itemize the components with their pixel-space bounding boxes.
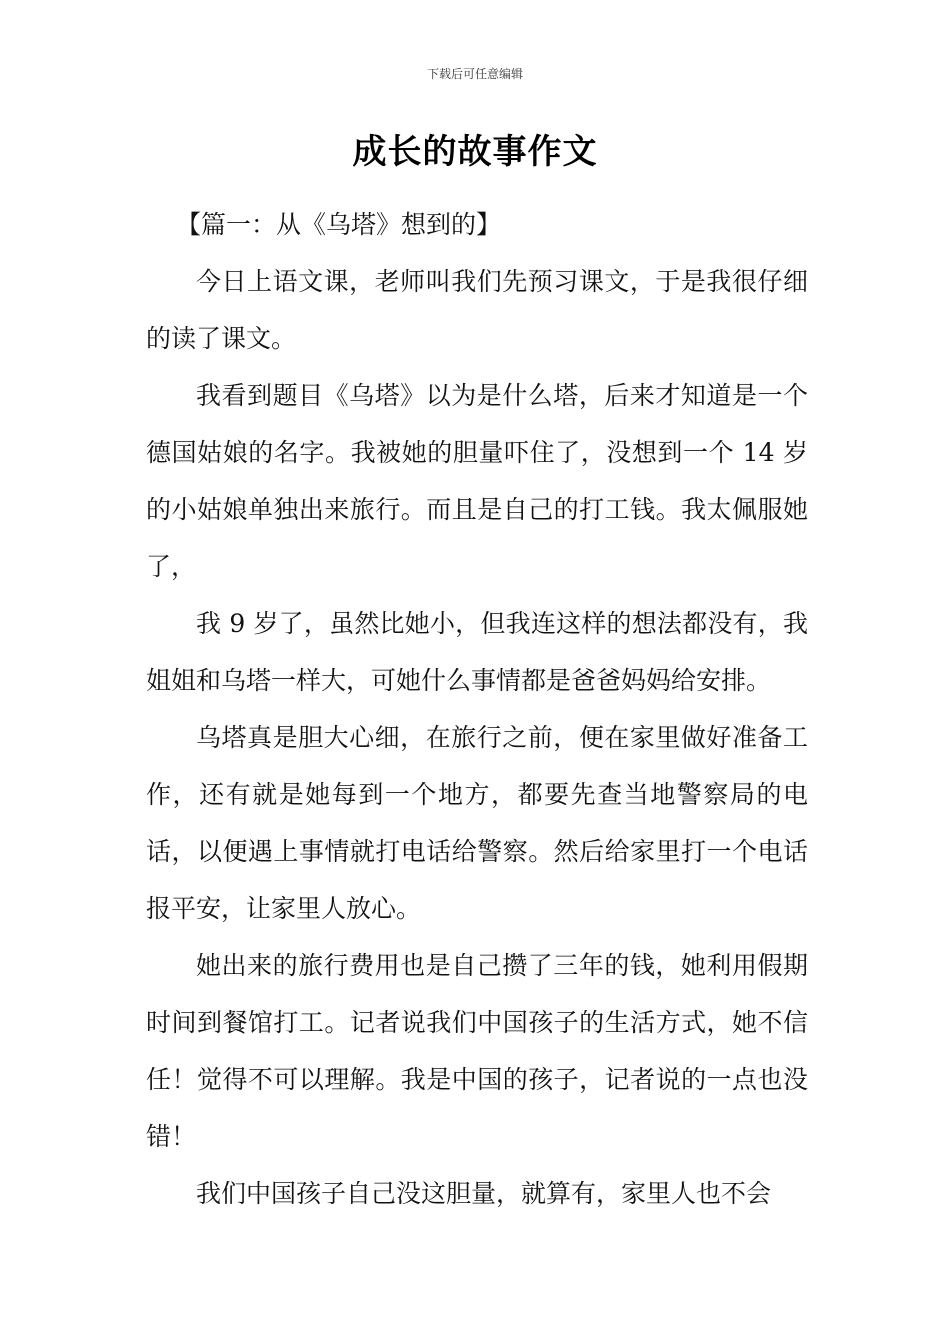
document-body [146, 196, 808, 1222]
document-title: 成长的故事作文 [352, 132, 598, 172]
paragraph: 乌塔真是胆大心细，在旅行之前，便在家里做好准备工作，还有就是她每到一个地方，都要先查当地警察局的电话，以便遇上事情就打电话给警察。然后给家里打一个电话报平安，让家里人放心。 [146, 723, 808, 923]
paragraph: 我看到题目《乌塔》以为是什么塔，后来才知道是一个德国姑娘的名字。我被她的胆量吓住了，没想到一个 14 岁的小姑娘单独出来旅行。而且是自己的打工钱。我太佩服她了， [146, 381, 808, 581]
section-heading: 【篇一：从《乌塔》想到的】 [176, 210, 502, 239]
paragraph: 今日上语文课，老师叫我们先预习课文，于是我很仔细的读了课文。 [146, 267, 808, 353]
paragraph: 我 9 岁了，虽然比她小，但我连这样的想法都没有，我姐姐和乌塔一样大，可她什么事情都是爸爸妈妈给安排。 [146, 609, 808, 695]
paragraph: 她出来的旅行费用也是自己攒了三年的钱，她利用假期时间到餐馆打工。记者说我们中国孩子的生活方式，她不信任！觉得不可以理解。我是中国的孩子，记者说的一点也没错！ [146, 951, 808, 1151]
header-note: 下载后可任意编辑 [426, 67, 523, 81]
paragraph: 我们中国孩子自己没这胆量，就算有，家里人也不会 [196, 1179, 772, 1208]
